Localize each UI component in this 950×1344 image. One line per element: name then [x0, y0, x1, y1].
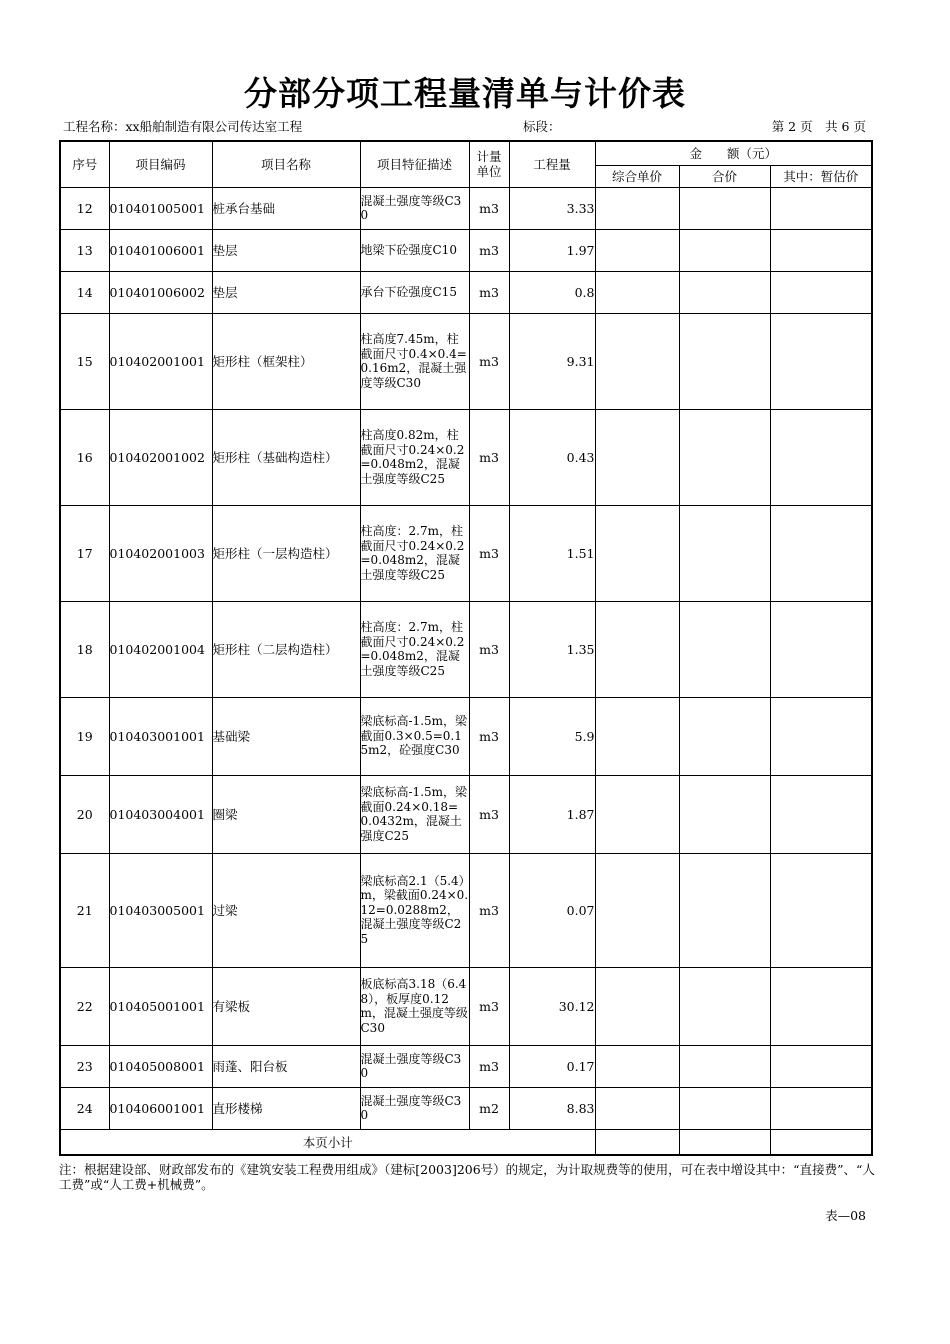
row-seq: 20	[60, 775, 109, 853]
row-desc: 梁底标高2.1（5.4）m，梁截面0.24×0.12=0.0288m2，混凝土强度等级C25	[360, 853, 469, 967]
row-name: 基础梁	[212, 697, 360, 775]
row-unit: m3	[469, 187, 509, 229]
row-name: 垫层	[212, 271, 360, 313]
table-number: 表—08	[825, 1208, 866, 1223]
row-unit: m3	[469, 1045, 509, 1087]
row-desc: 地梁下砼强度C10	[360, 229, 469, 271]
table-row	[60, 775, 872, 853]
row-code: 010402001003	[109, 505, 212, 601]
row-estimate	[770, 1045, 872, 1087]
row-code: 010402001002	[109, 409, 212, 505]
row-unit-price	[595, 313, 679, 409]
col-estimate: 其中：暂估价	[770, 165, 872, 187]
row-name: 过梁	[212, 853, 360, 967]
row-estimate	[770, 187, 872, 229]
footnote: 注：根据建设部、财政部发布的《建筑安装工程费用组成》（建标[2003]206号）的规定，为计取规费等的使用，可在表中增设其中：“直接费”、“人工费”或“人工费+机械费”。	[59, 1162, 875, 1192]
row-code: 010405008001	[109, 1045, 212, 1087]
row-estimate	[770, 697, 872, 775]
row-unit-price	[595, 601, 679, 697]
row-name: 垫层	[212, 229, 360, 271]
row-seq: 15	[60, 313, 109, 409]
row-qty: 1.51	[509, 505, 595, 601]
row-estimate	[770, 271, 872, 313]
row-unit: m3	[469, 505, 509, 601]
row-total	[679, 601, 770, 697]
row-unit-price	[595, 967, 679, 1045]
row-unit-price	[595, 229, 679, 271]
row-total	[679, 229, 770, 271]
col-seq: 序号	[60, 141, 109, 187]
row-qty: 5.9	[509, 697, 595, 775]
table-row	[60, 409, 872, 505]
row-name: 矩形柱（基础构造柱）	[212, 409, 360, 505]
row-code: 010403001001	[109, 697, 212, 775]
col-name: 项目名称	[212, 141, 360, 187]
table-row	[60, 601, 872, 697]
row-seq: 16	[60, 409, 109, 505]
row-name: 雨蓬、阳台板	[212, 1045, 360, 1087]
row-total	[679, 505, 770, 601]
row-name: 矩形柱（二层构造柱）	[212, 601, 360, 697]
row-qty: 1.87	[509, 775, 595, 853]
col-amount: 金 额（元）	[595, 141, 872, 165]
col-unit: 计量单位	[469, 141, 509, 187]
row-desc: 柱高度0.82m，柱截面尺寸0.24×0.2=0.048m2，混凝土强度等级C25	[360, 409, 469, 505]
row-desc: 混凝土强度等级C30	[360, 1045, 469, 1087]
col-total: 合价	[679, 165, 770, 187]
row-total	[679, 697, 770, 775]
row-desc: 混凝土强度等级C30	[360, 1087, 469, 1129]
row-desc: 承台下砼强度C15	[360, 271, 469, 313]
row-unit: m3	[469, 271, 509, 313]
row-code: 010401005001	[109, 187, 212, 229]
row-estimate	[770, 853, 872, 967]
row-desc: 柱高度7.45m，柱截面尺寸0.4×0.4=0.16m2，混凝土强度等级C30	[360, 313, 469, 409]
row-seq: 12	[60, 187, 109, 229]
row-total	[679, 1087, 770, 1129]
row-estimate	[770, 505, 872, 601]
table-row	[60, 853, 872, 967]
row-unit: m3	[469, 853, 509, 967]
section-label: 标段：	[523, 119, 561, 134]
subtotal-label: 本页小计	[60, 1129, 595, 1155]
table-row	[60, 505, 872, 601]
row-qty: 1.97	[509, 229, 595, 271]
row-estimate	[770, 229, 872, 271]
row-seq: 23	[60, 1045, 109, 1087]
row-unit: m3	[469, 967, 509, 1045]
project-name: 工程名称：xx船舶制造有限公司传达室工程	[63, 119, 303, 134]
row-qty: 0.07	[509, 853, 595, 967]
row-seq: 21	[60, 853, 109, 967]
row-unit-price	[595, 505, 679, 601]
row-unit: m3	[469, 697, 509, 775]
subtotal-unit-price	[595, 1129, 679, 1155]
row-unit: m3	[469, 229, 509, 271]
row-code: 010401006001	[109, 229, 212, 271]
row-seq: 14	[60, 271, 109, 313]
row-desc: 板底标高3.18（6.48），板厚度0.12m，混凝土强度等级C30	[360, 967, 469, 1045]
row-unit-price	[595, 853, 679, 967]
table-row	[60, 313, 872, 409]
row-unit-price	[595, 271, 679, 313]
subtotal-row	[60, 1129, 872, 1155]
row-qty: 0.17	[509, 1045, 595, 1087]
row-total	[679, 853, 770, 967]
subtotal-estimate	[770, 1129, 872, 1155]
row-seq: 18	[60, 601, 109, 697]
row-name: 矩形柱（框架柱）	[212, 313, 360, 409]
row-code: 010402001004	[109, 601, 212, 697]
row-seq: 24	[60, 1087, 109, 1129]
col-desc: 项目特征描述	[360, 141, 469, 187]
row-unit-price	[595, 775, 679, 853]
row-qty: 0.43	[509, 409, 595, 505]
table-row	[60, 187, 872, 229]
row-name: 有梁板	[212, 967, 360, 1045]
row-code: 010405001001	[109, 967, 212, 1045]
row-code: 010406001001	[109, 1087, 212, 1129]
row-unit: m3	[469, 775, 509, 853]
row-name: 直形楼梯	[212, 1087, 360, 1129]
row-seq: 17	[60, 505, 109, 601]
row-desc: 梁底标高-1.5m，梁截面0.3×0.5=0.15m2，砼强度C30	[360, 697, 469, 775]
row-name: 圈梁	[212, 775, 360, 853]
row-unit: m2	[469, 1087, 509, 1129]
table-row	[60, 697, 872, 775]
row-estimate	[770, 601, 872, 697]
row-estimate	[770, 1087, 872, 1129]
row-desc: 柱高度：2.7m，柱截面尺寸0.24×0.2=0.048m2，混凝土强度等级C25	[360, 601, 469, 697]
row-qty: 0.8	[509, 271, 595, 313]
row-unit-price	[595, 187, 679, 229]
table-row	[60, 229, 872, 271]
row-unit: m3	[469, 601, 509, 697]
col-unit-price: 综合单价	[595, 165, 679, 187]
row-qty: 1.35	[509, 601, 595, 697]
row-unit-price	[595, 697, 679, 775]
row-code: 010403005001	[109, 853, 212, 967]
row-unit-price	[595, 409, 679, 505]
row-name: 矩形柱（一层构造柱）	[212, 505, 360, 601]
row-seq: 13	[60, 229, 109, 271]
row-unit-price	[595, 1045, 679, 1087]
row-desc: 梁底标高-1.5m，梁截面0.24×0.18=0.0432m，混凝土强度C25	[360, 775, 469, 853]
col-qty: 工程量	[509, 141, 595, 187]
page-number: 第 2 页 共 6 页	[771, 119, 866, 134]
row-total	[679, 967, 770, 1045]
row-estimate	[770, 409, 872, 505]
row-estimate	[770, 967, 872, 1045]
row-total	[679, 409, 770, 505]
row-desc: 柱高度：2.7m，柱截面尺寸0.24×0.2=0.048m2，混凝土强度等级C25	[360, 505, 469, 601]
table-row	[60, 1045, 872, 1087]
row-qty: 30.12	[509, 967, 595, 1045]
row-qty: 8.83	[509, 1087, 595, 1129]
row-seq: 22	[60, 967, 109, 1045]
table-row	[60, 271, 872, 313]
row-code: 010402001001	[109, 313, 212, 409]
row-desc: 混凝土强度等级C30	[360, 187, 469, 229]
row-total	[679, 313, 770, 409]
row-seq: 19	[60, 697, 109, 775]
row-unit-price	[595, 1087, 679, 1129]
row-total	[679, 1045, 770, 1087]
row-estimate	[770, 313, 872, 409]
row-name: 桩承台基础	[212, 187, 360, 229]
row-unit: m3	[469, 313, 509, 409]
row-total	[679, 775, 770, 853]
row-estimate	[770, 775, 872, 853]
subtotal-total	[679, 1129, 770, 1155]
row-total	[679, 187, 770, 229]
row-qty: 9.31	[509, 313, 595, 409]
table-row	[60, 967, 872, 1045]
row-qty: 3.33	[509, 187, 595, 229]
row-code: 010401006002	[109, 271, 212, 313]
page-title: 分部分项工程量清单与计价表	[244, 74, 686, 113]
col-code: 项目编码	[109, 141, 212, 187]
row-total	[679, 271, 770, 313]
bill-of-quantities-table	[59, 140, 873, 1156]
row-code: 010403004001	[109, 775, 212, 853]
row-unit: m3	[469, 409, 509, 505]
table-row	[60, 1087, 872, 1129]
